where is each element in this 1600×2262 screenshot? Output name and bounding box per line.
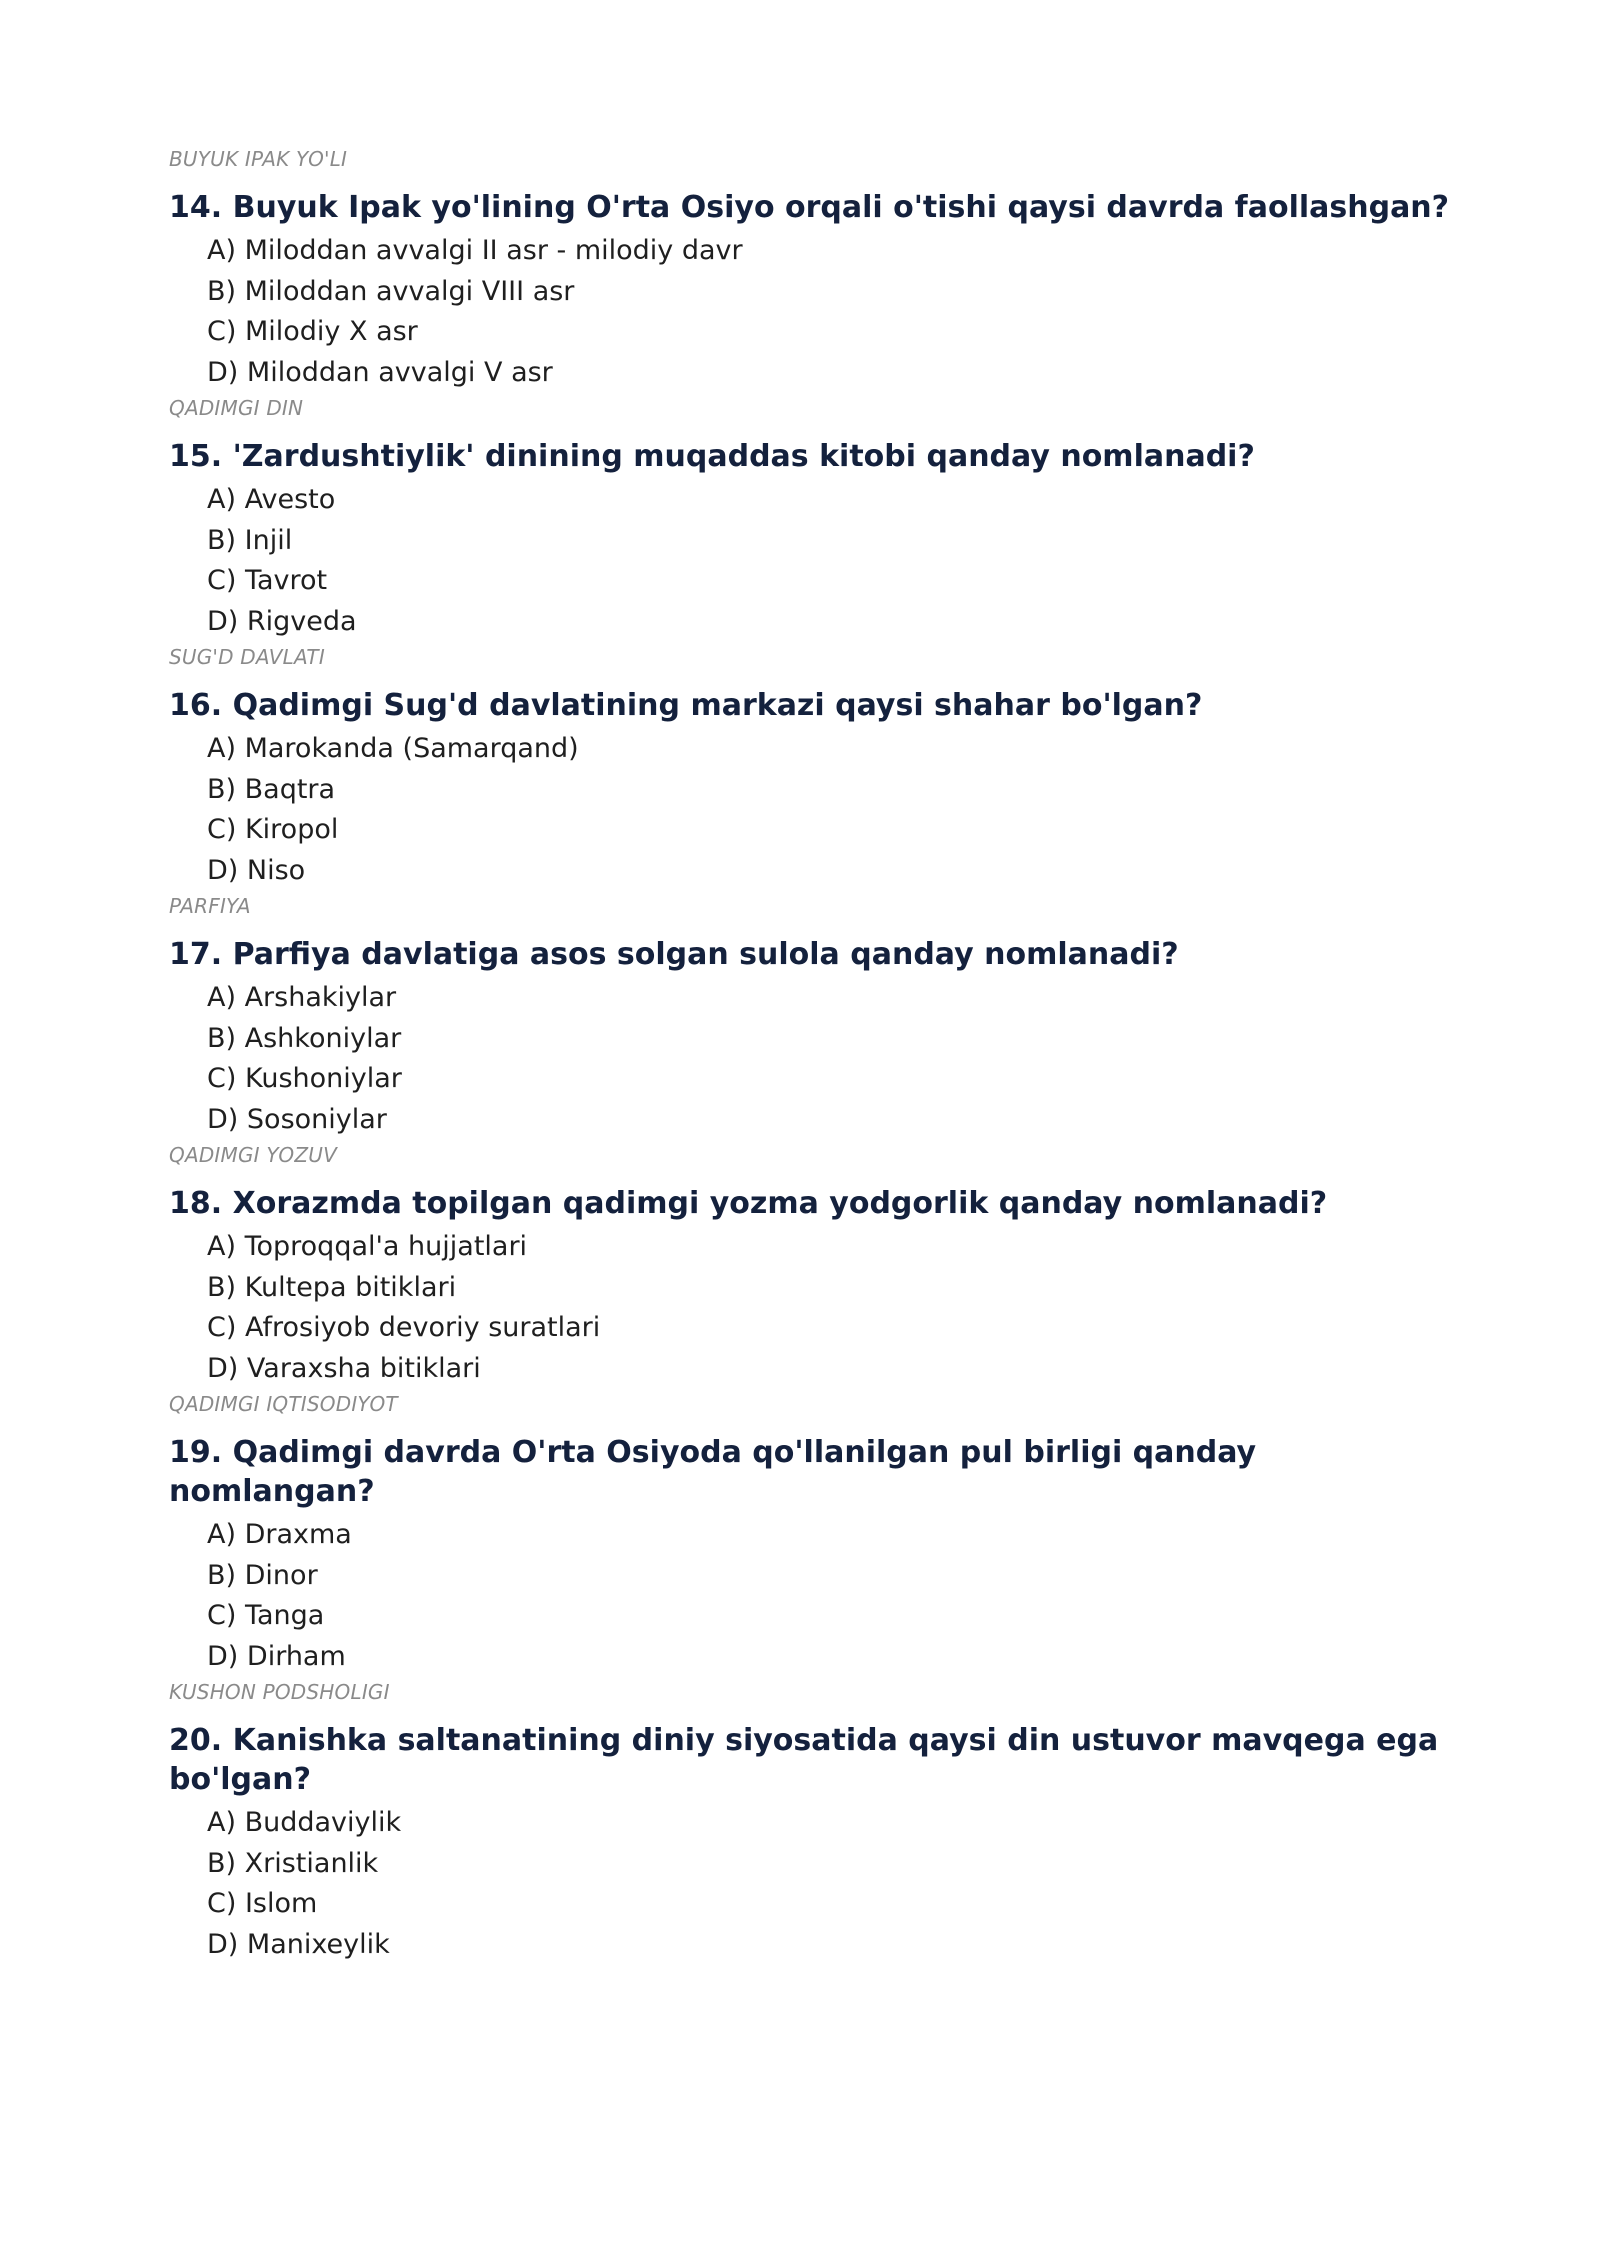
question-block xyxy=(169,1677,1459,1965)
question-category: QADIMGI IQTISODIYOT xyxy=(169,1392,398,1416)
answer-options xyxy=(207,1515,1459,1677)
answer-option: C) Kushoniylar xyxy=(207,1063,402,1094)
answer-option: A) Buddaviylik xyxy=(207,1807,402,1838)
answer-option: A) Draxma xyxy=(207,1519,352,1550)
answer-option: A) Arshakiylar xyxy=(207,982,397,1013)
question-text: 16. Qadimgi Sug'd davlatining markazi qaysi shahar bo'lgan? xyxy=(169,688,1203,723)
answer-option: C) Islom xyxy=(207,1888,318,1919)
answer-option: D) Niso xyxy=(207,854,306,886)
answer-option: B) Baqtra xyxy=(207,773,336,805)
question-text: 20. Kanishka saltanatining diniy siyosatida qaysi din ustuvor mavqega ega bo'lgan? xyxy=(169,1723,1439,1797)
answer-option: A) Toproqqal'a hujjatlari xyxy=(207,1231,528,1262)
answer-option: D) Dirham xyxy=(207,1640,346,1672)
answer-option: C) Tavrot xyxy=(207,565,328,596)
question-category: QADIMGI DIN xyxy=(169,396,304,420)
question-text: 18. Xorazmda topilgan qadimgi yozma yodgorlik qanday nomlanadi? xyxy=(169,1186,1328,1221)
question-text: 17. Parfiya davlatiga asos solgan sulola qanday nomlanadi? xyxy=(169,937,1179,972)
question-block xyxy=(169,393,1459,642)
answer-option: B) Miloddan avvalgi VIII asr xyxy=(207,275,575,307)
answer-option: A) Marokanda (Samarqand) xyxy=(207,733,579,764)
question-text: 19. Qadimgi davrda O'rta Osiyoda qo'llanilgan pul birligi qanday nomlangan? xyxy=(169,1435,1257,1509)
answer-option: C) Tanga xyxy=(207,1600,325,1631)
answer-option: D) Sosoniylar xyxy=(207,1103,387,1135)
answer-option: A) Miloddan avvalgi II asr - milodiy davr xyxy=(207,235,743,266)
question-text: 14. Buyuk Ipak yo'lining O'rta Osiyo orqali o'tishi qaysi davrda faollashgan? xyxy=(169,190,1450,225)
answer-options xyxy=(207,978,1459,1140)
answer-option: C) Kiropol xyxy=(207,814,339,845)
answer-options xyxy=(207,1803,1459,1965)
question-category: QADIMGI YOZUV xyxy=(169,1143,337,1167)
question-list xyxy=(169,144,1459,1965)
answer-option: D) Varaxsha bitiklari xyxy=(207,1352,481,1384)
answer-option: D) Rigveda xyxy=(207,605,357,637)
answer-options xyxy=(207,729,1459,891)
question-category: KUSHON PODSHOLIGI xyxy=(169,1680,390,1704)
answer-option: B) Dinor xyxy=(207,1559,318,1591)
answer-option: B) Injil xyxy=(207,524,293,556)
question-block xyxy=(169,1140,1459,1389)
question-category: PARFIYA xyxy=(169,894,251,918)
answer-option: D) Miloddan avvalgi V asr xyxy=(207,356,553,388)
answer-option: B) Ashkoniylar xyxy=(207,1022,402,1054)
answer-options xyxy=(207,231,1459,393)
question-block xyxy=(169,891,1459,1140)
answer-option: B) Kultepa bitiklari xyxy=(207,1271,457,1303)
answer-option: B) Xristianlik xyxy=(207,1847,379,1879)
question-text: 15. 'Zardushtiylik' dinining muqaddas kitobi qanday nomlanadi? xyxy=(169,439,1255,474)
question-category: SUG'D DAVLATI xyxy=(169,645,325,669)
answer-option: C) Afrosiyob devoriy suratlari xyxy=(207,1312,601,1343)
question-block xyxy=(169,1389,1459,1677)
answer-option: C) Milodiy X asr xyxy=(207,316,418,347)
question-block xyxy=(169,642,1459,891)
question-block xyxy=(169,144,1459,393)
question-category: BUYUK IPAK YO'LI xyxy=(169,147,348,171)
answer-option: A) Avesto xyxy=(207,484,336,515)
answer-option: D) Manixeylik xyxy=(207,1928,390,1960)
answer-options xyxy=(207,480,1459,642)
answer-options xyxy=(207,1227,1459,1389)
